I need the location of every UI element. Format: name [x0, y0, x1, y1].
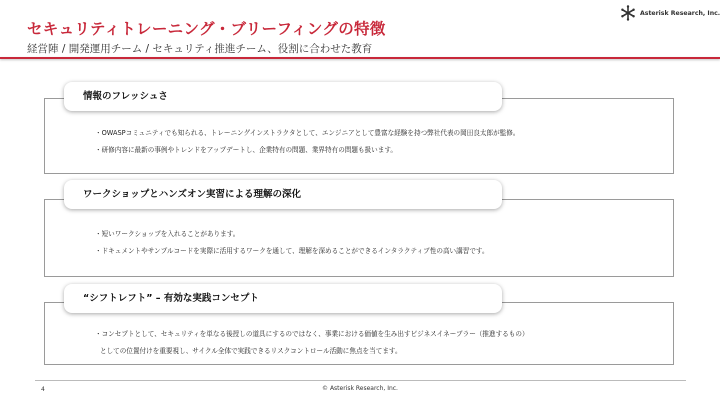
company-logo: [620, 5, 720, 21]
section-bullets-workshop: [95, 226, 489, 260]
bullet-item: ・ドキュメントやサンプルコードを実際に活用するワークを通して、理解を深めることができるインタラクティブ性の高い講習です。: [95, 247, 489, 255]
bullet-item: ・OWASPコミュニティでも知られる、トレーニングインストラクタとして、エンジニアとして豊富な経験を持つ弊社代表の岡田良太郎が監修。: [95, 129, 520, 137]
section-bullets-freshness: [95, 125, 520, 159]
bullet-item: ・研修内容に最新の事例やトレンドをアップデートし、企業特有の問題、業界特有の問題も扱います。: [95, 146, 398, 154]
section-heading-workshop: ワークショップとハンズオン実習による理解の深化: [64, 180, 502, 209]
asterisk-logo-icon: [620, 5, 636, 21]
section-heading-shift-left: “シフトレフト” – 有効な実践コンセプト: [64, 284, 502, 313]
slide-subtitle: 経営陣 / 開発運用チーム / セキュリティ推進チーム、役割に合わせた教育: [27, 43, 373, 55]
bullet-item: ・短いワークショップを入れることがあります。: [95, 230, 240, 238]
page-number: 4: [41, 386, 45, 393]
copyright-text: © Asterisk Research, Inc.: [322, 385, 398, 392]
footer-divider: [35, 380, 686, 381]
section-heading-freshness: 情報のフレッシュさ: [64, 82, 502, 111]
logo-text: Asterisk Research, Inc.: [640, 9, 720, 17]
section-bullets-shift-left: [95, 326, 529, 360]
bullet-item: ・コンセプトとして、セキュリティを単なる後授しの道具にするのではなく、事業における価値を生み出すビジネスイネーブラー（推進するもの）: [95, 330, 529, 338]
bullet-item-continuation: としての位置付けを重要視し、サイクル全体で実践できるリスクコントロール活動に焦点を当てます。: [100, 347, 402, 355]
slide-title: セキュリティトレーニング・ブリーフィングの特徴: [27, 20, 386, 38]
header-divider: [0, 57, 720, 59]
